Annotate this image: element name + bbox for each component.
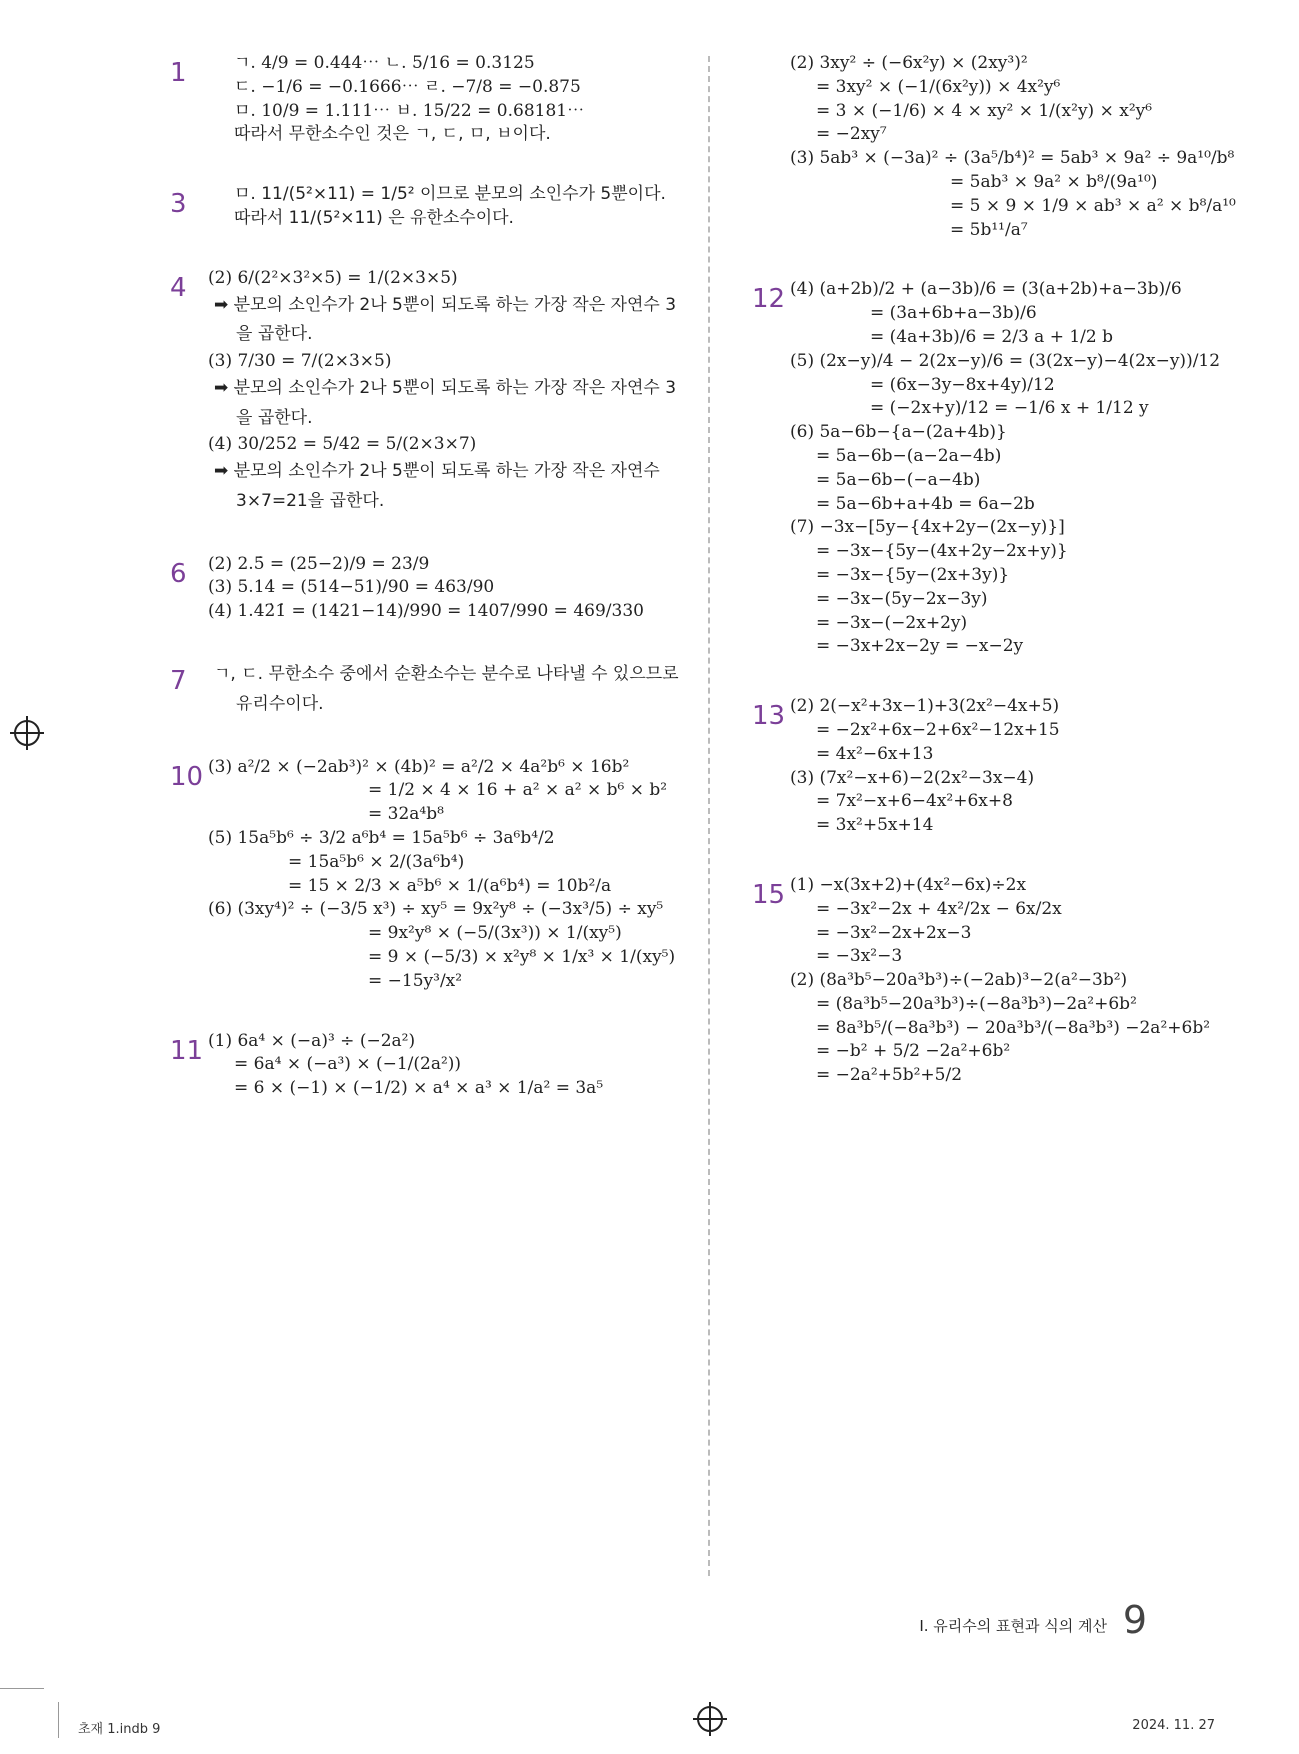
solution-line: (4) (a+2b)/2 + (a−3b)/6 = (3(a+2b)+a−3b)/6 — [790, 279, 1182, 300]
solution-line: (3) 7/30 = 7/(2×3×5) — [208, 351, 392, 372]
crop-mark — [0, 1688, 44, 1689]
problem-number: 3 — [170, 189, 187, 220]
problem-number: 4 — [170, 272, 187, 303]
solution-line: = 5a−6b−(−a−4b) — [816, 469, 981, 490]
solution-line: = 8a³b⁵/(−8a³b³) − 20a³b³/(−8a³b³) −2a²+6b² — [816, 1017, 1211, 1038]
solution-line: = 6a⁴ × (−a³) × (−1/(2a²)) — [234, 1054, 462, 1075]
solution-line: = 4x²−6x+13 — [816, 743, 934, 764]
problem-number: 1 — [170, 58, 187, 88]
solution-line: ➡ 분모의 소인수가 2나 5뿐이 되도록 하는 가장 작은 자연수 3을 곱한다. — [214, 294, 677, 345]
crop-mark — [58, 1702, 59, 1738]
print-slug-date: 2024. 11. 27 — [1132, 1718, 1215, 1733]
problem-3 — [170, 183, 690, 231]
solution-line: = 15a⁵b⁶ × 2/(3a⁶b⁴) — [288, 851, 465, 872]
solution-line: ㄱ, ㄷ. 무한소수 중에서 순환소수는 분수로 나타낼 수 있으므로 유리수이다. — [214, 664, 679, 714]
solution-line: ㄷ. −1/6 = −0.1666⋯ ㄹ. −7/8 = −0.875 — [234, 76, 581, 97]
problem-number: 7 — [170, 666, 187, 697]
problem-number: 15 — [752, 879, 786, 910]
solution-line: = (−2x+y)/12 = −1/6 x + 1/12 y — [870, 398, 1149, 419]
solution-line: = −3x−{5y−(4x+2y−2x+y)} — [816, 541, 1068, 562]
spacer — [752, 1088, 1222, 1124]
problem-10 — [170, 756, 690, 994]
problem-15 — [752, 874, 1222, 1088]
problem-number: 11 — [170, 1035, 204, 1066]
solution-line: (2) (8a³b⁵−20a³b³)÷(−2ab)³−2(a²−3b²) — [790, 970, 1128, 991]
spacer — [752, 659, 1222, 695]
solution-line: = −3x²−2x + 4x²/2x − 6x/2x — [816, 898, 1062, 919]
spacer — [170, 517, 690, 553]
problem-number: 12 — [752, 284, 786, 315]
spacer — [170, 994, 690, 1030]
solution-line: = 9 × (−5/3) × x²y⁸ × 1/x³ × 1/(xy⁵) — [368, 946, 676, 967]
solution-line: = −2x²+6x−2+6x²−12x+15 — [816, 719, 1060, 740]
solution-line: = −15y³/x² — [368, 970, 463, 991]
solution-line: = −3x−{5y−(2x+3y)} — [816, 564, 1010, 585]
solution-line: (4) 30/252 = 5/42 = 5/(2×3×7) — [208, 434, 477, 455]
solution-line: ➡ 분모의 소인수가 2나 5뿐이 되도록 하는 가장 작은 자연수 3을 곱한다. — [214, 377, 677, 428]
spacer — [170, 720, 690, 756]
solution-line: = −3x+2x−2y = −x−2y — [816, 636, 1024, 657]
solution-line: = 9x²y⁸ × (−5/(3x³)) × 1/(xy⁵) — [368, 923, 622, 944]
problem-11 — [170, 1030, 690, 1101]
solution-line: = −b² + 5/2 −2a²+6b² — [816, 1041, 1011, 1062]
problem-1 — [170, 52, 690, 147]
problem-4 — [170, 267, 690, 517]
spacer — [170, 624, 690, 660]
spacer — [170, 1101, 690, 1137]
spacer — [752, 838, 1222, 874]
solution-line: (6) (3xy⁴)² ÷ (−3/5 x³) ÷ xy⁵ = 9x²y⁸ ÷ (−3x³/5) ÷ xy⁵ — [208, 899, 664, 920]
right-column — [752, 52, 1236, 1124]
solution-line: = −3x−(−2x+2y) — [816, 612, 968, 633]
problem-6 — [170, 553, 690, 624]
solution-line: = 15 × 2/3 × a⁵b⁶ × 1/(a⁶b⁴) = 10b²/a — [288, 875, 612, 896]
solution-line: (3) a²/2 × (−2ab³)² × (4b)² = a²/2 × 4a²b⁶ × 16b² — [208, 756, 630, 777]
problem-12 — [752, 278, 1222, 659]
registration-mark-icon — [14, 720, 40, 746]
solution-line: = 5ab³ × 9a² × b⁸/(9a¹⁰) — [950, 171, 1158, 192]
spacer — [170, 231, 690, 267]
solution-line: (2) 3xy² ÷ (−6x²y) × (2xy³)² — [790, 53, 1028, 73]
solution-line: 따라서 무한소수인 것은 ㄱ, ㄷ, ㅁ, ㅂ이다. — [234, 124, 551, 145]
solution-line: 따라서 11/(5²×11) 은 유한소수이다. — [234, 207, 514, 228]
solution-line: = −3x²−3 — [816, 946, 903, 967]
solution-line: = −2xy⁷ — [816, 124, 887, 145]
solution-line: = 3xy² × (−1/(6x²y)) × 4x²y⁶ — [816, 76, 1061, 97]
spacer — [170, 147, 690, 183]
problem-7 — [170, 660, 690, 720]
solution-line: = (4a+3b)/6 = 2/3 a + 1/2 b — [870, 326, 1113, 347]
solution-line: = −3x−(5y−2x−3y) — [816, 588, 988, 609]
solution-line: (4) 1.42̇1̇ = (1421−14)/990 = 1407/990 = 469/330 — [208, 601, 644, 622]
solution-line: (2) 6/(2²×3²×5) = 1/(2×3×5) — [208, 267, 458, 288]
spacer — [752, 242, 1222, 278]
solution-line: (3) 5.14̇ = (514−51)/90 = 463/90 — [208, 577, 495, 598]
solution-line: = 5b¹¹/a⁷ — [950, 219, 1028, 240]
solution-line: = (8a³b⁵−20a³b³)÷(−8a³b³)−2a²+6b² — [816, 993, 1137, 1014]
solution-line: = (6x−3y−8x+4y)/12 — [870, 374, 1055, 395]
section-title: Ⅰ. 유리수의 표현과 식의 계산 — [919, 1617, 1107, 1635]
solution-line: = 5a−6b−(a−2a−4b) — [816, 445, 1002, 466]
solution-line: (7) −3x−[5y−{4x+2y−(2x−y)}] — [790, 517, 1065, 538]
column-divider — [708, 56, 710, 1576]
registration-mark-icon — [697, 1706, 723, 1732]
solution-line: ➡ 분모의 소인수가 2나 5뿐이 되도록 하는 가장 작은 자연수 3×7=21을 곱한다. — [214, 461, 660, 511]
solution-line: = 32a⁴b⁸ — [368, 804, 444, 825]
solution-line: = 7x²−x+6−4x²+6x+8 — [816, 791, 1013, 812]
solution-line: = 6 × (−1) × (−1/2) × a⁴ × a³ × 1/a² = 3a⁵ — [234, 1078, 604, 1099]
solution-line: ㅁ. 10/9 = 1.111⋯ ㅂ. 15/22 = 0.68181⋯ — [234, 100, 585, 121]
solution-line: (6) 5a−6b−{a−(2a+4b)} — [790, 422, 1007, 443]
solution-line: (3) (7x²−x+6)−2(2x²−3x−4) — [790, 767, 1035, 788]
solution-line: = 5a−6b+a+4b = 6a−2b — [816, 493, 1035, 514]
problem-13 — [752, 695, 1222, 838]
solution-line: = −3x²−2x+2x−3 — [816, 922, 972, 943]
solution-line: = 3x²+5x+14 — [816, 815, 934, 836]
solution-line: (1) −x(3x+2)+(4x²−6x)÷2x — [790, 874, 1027, 895]
solution-line: = −2a²+5b²+5/2 — [816, 1065, 963, 1086]
solution-line: = 1/2 × 4 × 16 + a² × a² × b⁶ × b² — [368, 780, 668, 801]
solution-line: (3) 5ab³ × (−3a)² ÷ (3a⁵/b⁴)² = 5ab³ × 9a² ÷ 9a¹⁰/b⁸ — [790, 148, 1235, 169]
solution-line: (1) 6a⁴ × (−a)³ ÷ (−2a²) — [208, 1030, 416, 1051]
solution-line: = (3a+6b+a−3b)/6 — [870, 303, 1037, 324]
solution-line: = 3 × (−1/6) × 4 × xy² × 1/(x²y) × x²y⁶ — [816, 100, 1153, 121]
solution-line: = 5 × 9 × 1/9 × ab³ × a² × b⁸/a¹⁰ — [950, 195, 1236, 216]
problem-number: 10 — [170, 761, 204, 792]
solution-line: (2) 2(−x²+3x−1)+3(2x²−4x+5) — [790, 696, 1060, 717]
solution-line: (2) 2.5̇ = (25−2)/9 = 23/9 — [208, 553, 430, 574]
solution-line: ㅁ. 11/(5²×11) = 1/5² 이므로 분모의 소인수가 5뿐이다. — [234, 184, 666, 205]
solution-line: ㄱ. 4/9 = 0.444⋯ ㄴ. 5/16 = 0.3125 — [234, 53, 535, 73]
problem-cont — [752, 52, 1236, 242]
print-slug-file: 초재 1.indb 9 — [78, 1722, 161, 1737]
page-number: 9 — [1122, 1598, 1147, 1642]
left-column — [170, 52, 690, 1137]
problem-number: 13 — [752, 701, 786, 732]
solution-line: (5) 15a⁵b⁶ ÷ 3/2 a⁶b⁴ = 15a⁵b⁶ ÷ 3a⁶b⁴/2 — [208, 827, 555, 848]
problem-number: 6 — [170, 558, 187, 589]
solution-line: (5) (2x−y)/4 − 2(2x−y)/6 = (3(2x−y)−4(2x−y))/12 — [790, 350, 1221, 371]
